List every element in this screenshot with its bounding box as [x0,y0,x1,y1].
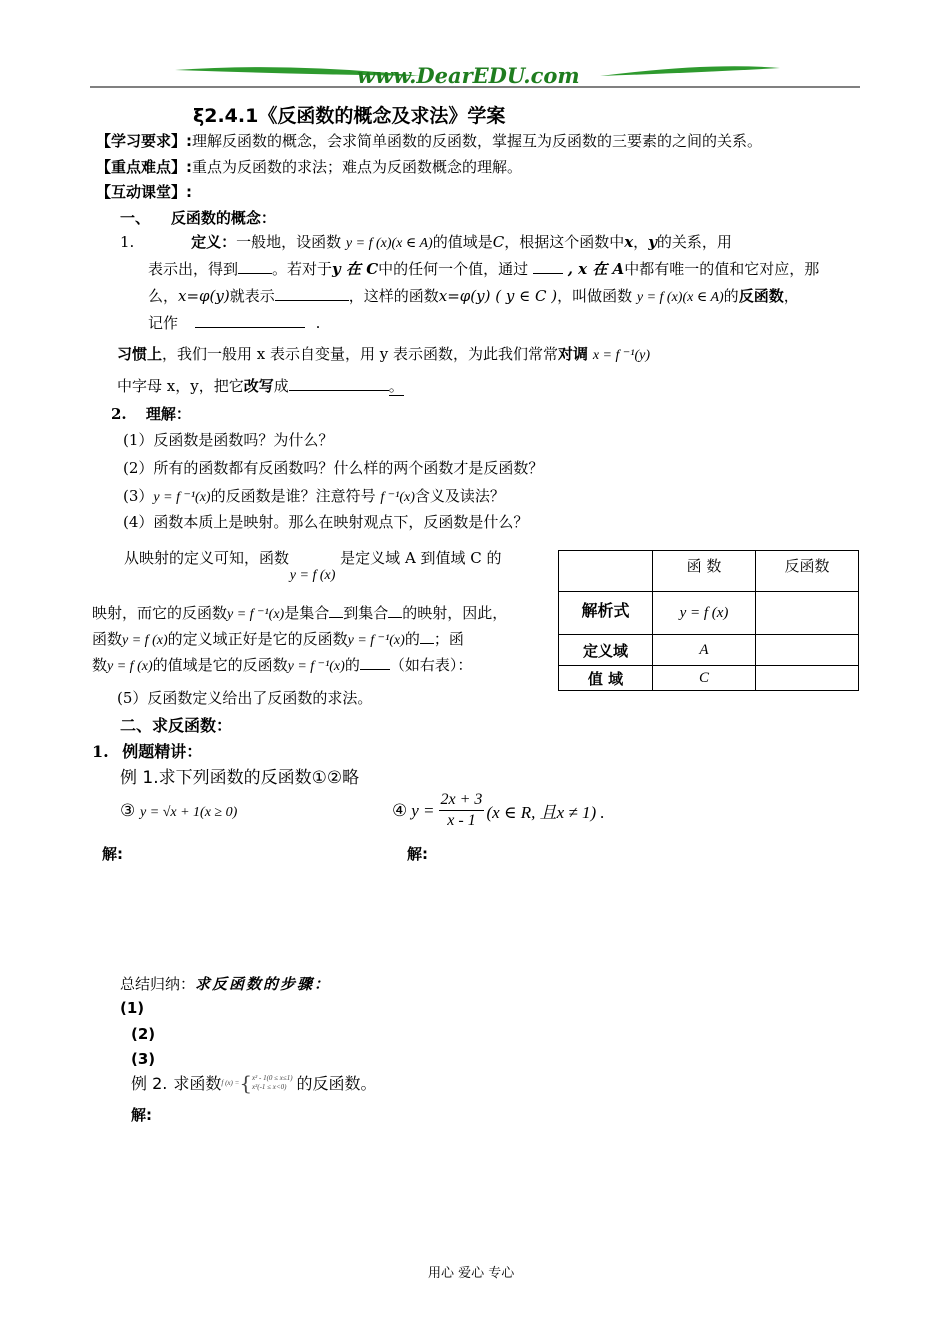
table-row [559,666,859,691]
text: (3） [123,487,154,505]
text: 的值域是 [432,233,493,251]
text: 的反函数。 [296,1074,377,1093]
text: 映射，而它的反函数 [92,604,228,622]
table-cell: 定义域 [559,635,653,666]
text: 一般地，设函数 [236,233,342,251]
requirements [96,130,762,151]
summary [120,973,331,994]
step-2: (2) [131,1025,156,1043]
table-header-row [559,551,859,592]
bold-term: 改写 [243,377,274,395]
text: 。 [388,377,404,395]
text: 的 [344,656,360,674]
text: 中字母 x，y，把它 [117,377,244,395]
text: 表示出，得到 [148,260,239,278]
table-cell: y = f (x) [653,592,756,635]
fraction-denominator: x - 1 [447,812,476,829]
math-func: y = f (x) [289,568,336,583]
habit-line1 [117,343,650,364]
math-var: x [624,233,634,251]
piecewise-cases [252,1074,293,1092]
math-func: x = f ⁻¹(y) [592,348,651,363]
definition-line4 [148,312,320,333]
text: 中的任何一个值，通过 [378,260,529,278]
text: 的反函数是谁？注意符号 [210,487,376,505]
text: 数 [92,656,108,674]
example2-label: 例 2. [131,1074,168,1093]
text: 的关系，用 [656,233,732,251]
blank[interactable] [275,285,349,301]
text: 函数 [92,630,123,648]
right-swoosh [600,66,780,76]
text: 是定义域 A 到值域 C 的 [340,549,502,567]
text: ，我们一般用 x 表示自变量，用 y 表示函数，为此我们常常 [162,345,559,363]
math-func: y = f (x)(x ∈ A) [345,236,433,251]
text: 的值域是它的反函数 [152,656,288,674]
math-text: , x 在 A [567,260,625,278]
blank[interactable] [238,258,272,274]
question-5: (5）反函数定义给出了反函数的求法。 [117,689,373,707]
key-points-label: 【重点难点】: [96,158,192,176]
examples-heading [92,739,202,762]
mapping-line4 [92,654,472,675]
blank[interactable] [420,628,434,644]
text: 的映射，因此， [402,604,508,622]
case-2: x²(-1 ≤ x<0) [252,1082,287,1091]
math-var: y [648,233,657,251]
blank[interactable] [388,602,402,618]
math-text: y 在 C [332,260,379,278]
question-2: (2）所有的函数都有反函数吗？什么样的两个函数才是反函数？ [123,459,544,477]
understand-label: 理解： [145,405,191,423]
solution-label-1: 解: [102,845,123,863]
math-func: f ⁻¹(x) [380,490,415,505]
example2-solution-label: 解: [131,1106,152,1124]
blank[interactable] [329,602,343,618]
math-func: y = f ⁻¹(x) [153,490,211,505]
interactive-label: 【互动课堂】: [96,183,192,201]
question-1: (1）反函数是函数吗？为什么？ [123,431,334,449]
section1-heading: 一、 反函数的概念： [120,209,276,227]
definition-label: 定义： [191,233,237,251]
table-cell [559,551,653,592]
table-cell: 值 域 [559,666,653,691]
mapping-line1 [124,547,502,583]
text: 的 [723,287,739,305]
circled-number: ③ [120,801,136,821]
examples-number: 1. [92,742,109,761]
text: 求函数 [173,1074,222,1093]
footer: 用心 爱心 专心 [428,1266,515,1281]
definition-line3 [148,285,799,306]
blank[interactable] [195,312,305,328]
text: 从映射的定义可知，函数 [124,549,290,567]
math-func: y = f (x) [107,659,153,674]
page-title: ξ2.4.1《反函数的概念及求法》学案 [193,105,506,127]
definition-line1 [120,231,732,252]
key-points-text: 重点为反函数的求法；难点为反函数概念的理解。 [192,158,523,176]
solution-label-2: 解: [407,845,428,863]
piecewise-brace: { [239,1070,253,1095]
math-var: C [492,233,505,251]
requirements-text: 理解反函数的概念，会求简单函数的反函数，掌握互为反函数的三要素的之间的关系。 [192,132,763,150]
blank[interactable] [533,258,563,274]
table-cell: A [653,635,756,666]
key-points [96,156,522,177]
function-table [558,550,859,691]
mapping-line2 [92,602,507,623]
understand-number: 2. [111,405,127,423]
text: 的定义域正好是它的反函数 [167,630,348,648]
bold-term: 对调 [558,345,589,363]
table-cell [756,635,859,666]
example1: 例 1.求下列函数的反函数①②略 [120,768,360,788]
math-text: f (x) = [221,1078,240,1087]
math-func: y = √x + 1(x ≥ 0) [140,805,238,820]
case-1: x² - 1(0 ≤ x≤1) [252,1073,293,1082]
bold-term: 反函数 [738,287,784,305]
question-4: (4）函数本质上是映射。那么在映射观点下，反函数是什么？ [123,513,529,531]
example3 [120,801,237,821]
example2 [131,1071,377,1094]
table-cell: 解析式 [559,592,653,635]
math-func: y = f (x)(x ∈ A) [636,290,724,305]
site-logo-text: www.DearEDU.com [357,63,580,88]
circled-number: ④ [392,800,408,821]
text: 记作 [148,314,179,332]
step-3: (3) [131,1050,156,1068]
requirements-label: 【学习要求】: [96,132,192,150]
text: 是集合 [284,604,330,622]
text: ， [783,287,799,305]
math-func: y = f ⁻¹(x) [347,633,405,648]
text: 成 [273,377,289,395]
table-row [559,635,859,666]
text: ；函 [433,630,464,648]
bold-term: 习惯上 [117,345,163,363]
math-func: y = f ⁻¹(x) [287,659,345,674]
text: 。若对于 [272,260,333,278]
math-func: y = f (x) [122,633,168,648]
text: ，根据这个函数中 [504,233,625,251]
question-3 [123,485,505,506]
text: ，叫做函数 [557,287,633,305]
example4 [392,790,605,831]
text: 到集合 [343,604,389,622]
section2-heading: 二、求反函数： [120,716,233,735]
text: 含义及读法？ [414,487,505,505]
table-cell: 反函数 [756,551,859,592]
fraction [439,790,485,831]
summary-steps: 求反函数的步骤： [195,975,332,993]
habit-line2 [117,375,404,396]
blank[interactable] [360,654,390,670]
text: 就表示 [229,287,275,305]
text: 中都有唯一的值和它对应，那 [624,260,820,278]
mapping-line3 [92,628,464,649]
text: ， [633,233,649,251]
text: . [315,314,321,332]
text: （如右表）： [389,656,473,674]
text: ，这样的函数 [348,287,439,305]
table-cell [756,592,859,635]
table-cell: 函 数 [653,551,756,592]
text: 么， [148,287,179,305]
examples-label: 例题精讲： [122,742,203,761]
table-cell [756,666,859,691]
summary-label: 总结归纳： [120,975,196,993]
math-func: y = f ⁻¹(x) [227,607,285,622]
math-text: x=φ(y) [178,287,230,305]
understand-heading [111,403,191,424]
step-1: (1) [120,999,145,1017]
definition-number: 1. [120,233,135,251]
fraction-numerator: 2x + 3 [439,790,485,811]
table-row [559,592,859,635]
blank[interactable] [289,375,389,391]
math-text: (x ∈ R, 且x ≠ 1) . [486,803,605,822]
text: 的 [404,630,420,648]
math-text: x=φ(y) ( y ∈ C ) [438,287,558,305]
definition-line2 [148,258,819,279]
math-text: y = [411,800,435,820]
table-cell: C [653,666,756,691]
